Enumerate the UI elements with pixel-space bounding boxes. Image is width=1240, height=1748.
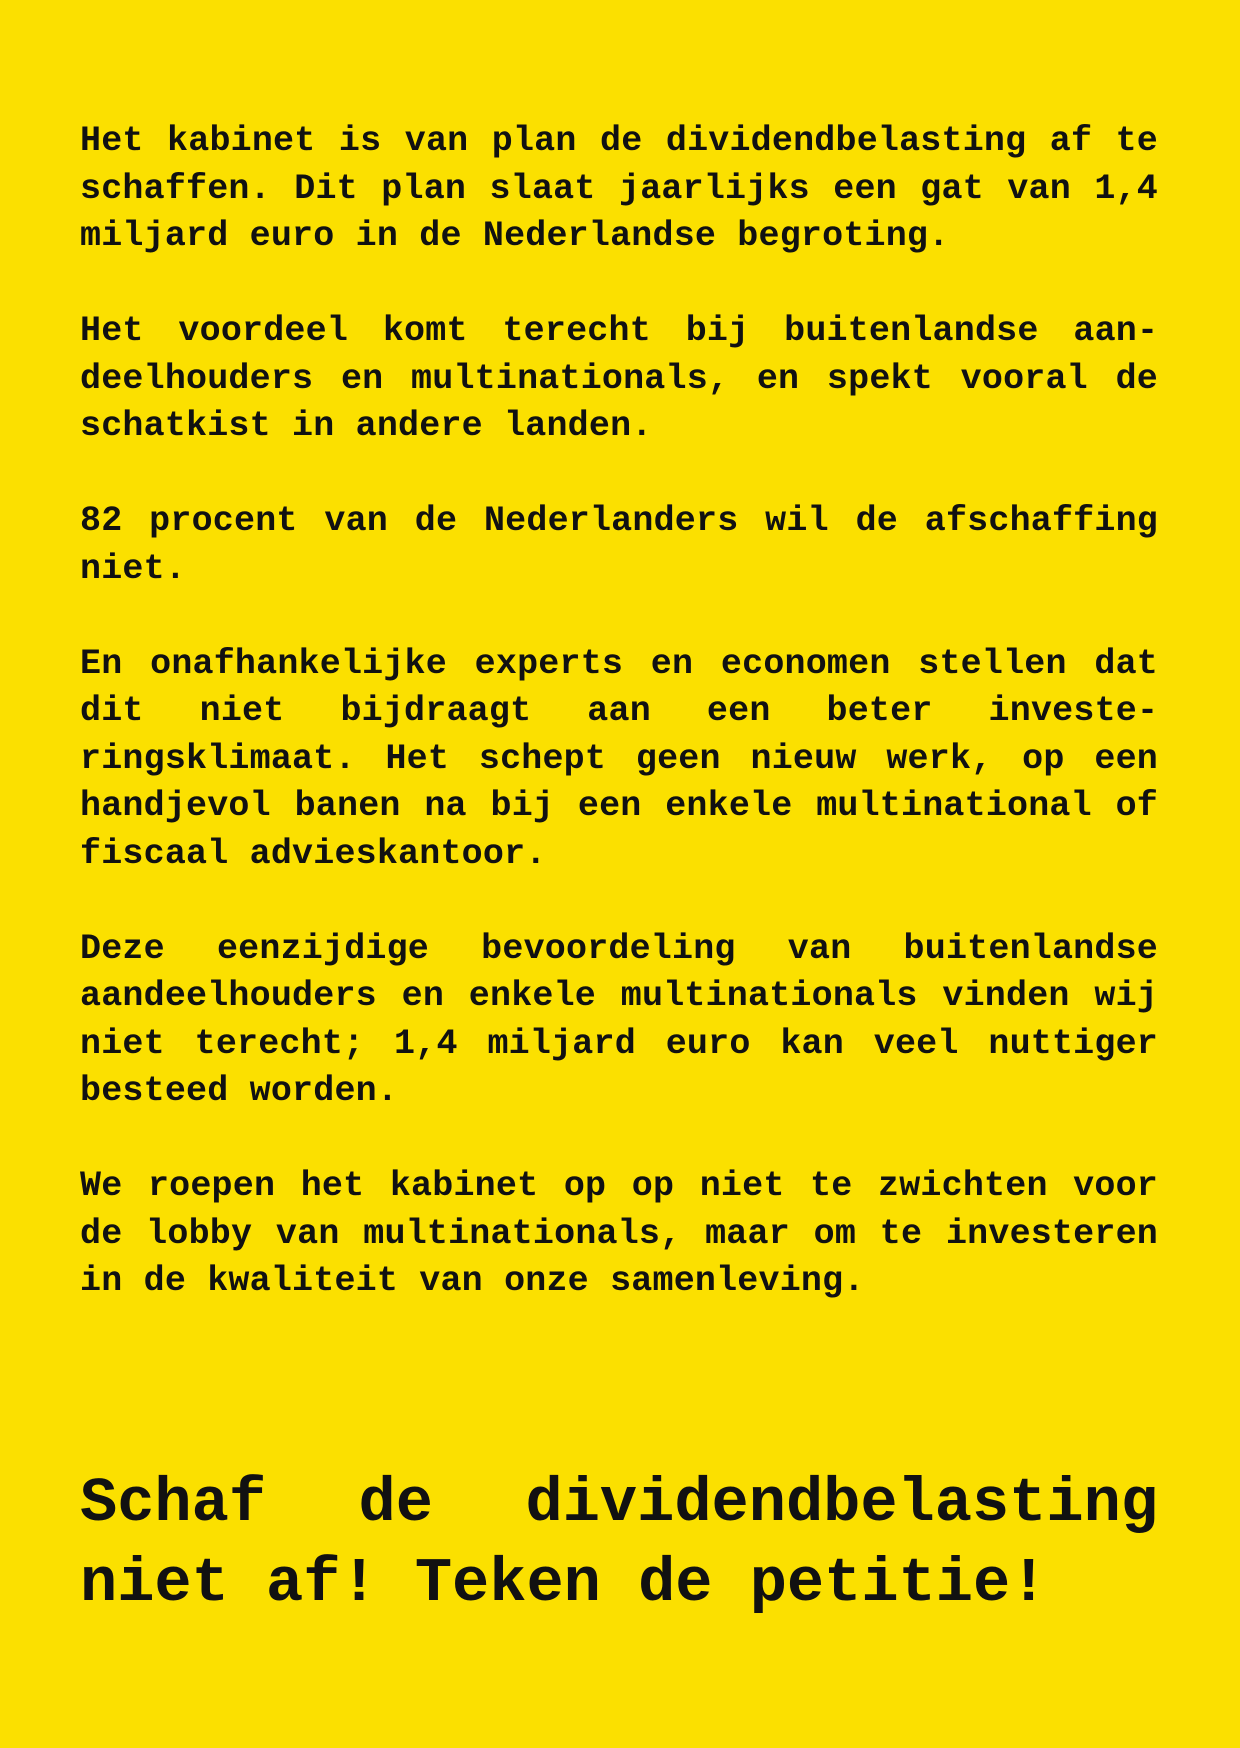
paragraph-beneficiaries: Het voordeel komt terecht bij buitenlandse aandeelhouders en multinationals, en spekt vooral de schatkist in andere landen.: [80, 311, 1158, 446]
paragraph-cabinet-plan: Het kabinet is van plan de dividendbelasting af te schaffen. Dit plan slaat jaarlijks een gat van 1,4 miljard euro in de Nederlandse begroting.: [80, 121, 1158, 256]
paragraph-call-to-action: We roepen het kabinet op op niet te zwichten voor de lobby van multinationals, maar om te investeren in de kwaliteit van onze samenleving.: [80, 1166, 1158, 1301]
paragraph-public-opinion: 82 procent van de Nederlanders wil de afschaffing niet.: [80, 501, 1158, 589]
paragraph-unfair-advantage: Deze eenzijdige bevoordeling van buitenlandse aandeelhouders en enkele multinationals vinden wij niet terecht; 1,4 miljard euro kan veel nuttiger besteed worden.: [80, 928, 1158, 1111]
headline-sign-petition: Schaf de dividendbelasting niet af! Teken de petitie!: [80, 1468, 1158, 1619]
paragraph-experts: En onafhankelijke experts en economen stellen dat dit niet bijdraagt aan een beter investeringsklimaat. Het schept geen nieuw werk, op een handjevol banen na bij een enkele multinational of fiscaal advieskantoor.: [80, 643, 1158, 874]
